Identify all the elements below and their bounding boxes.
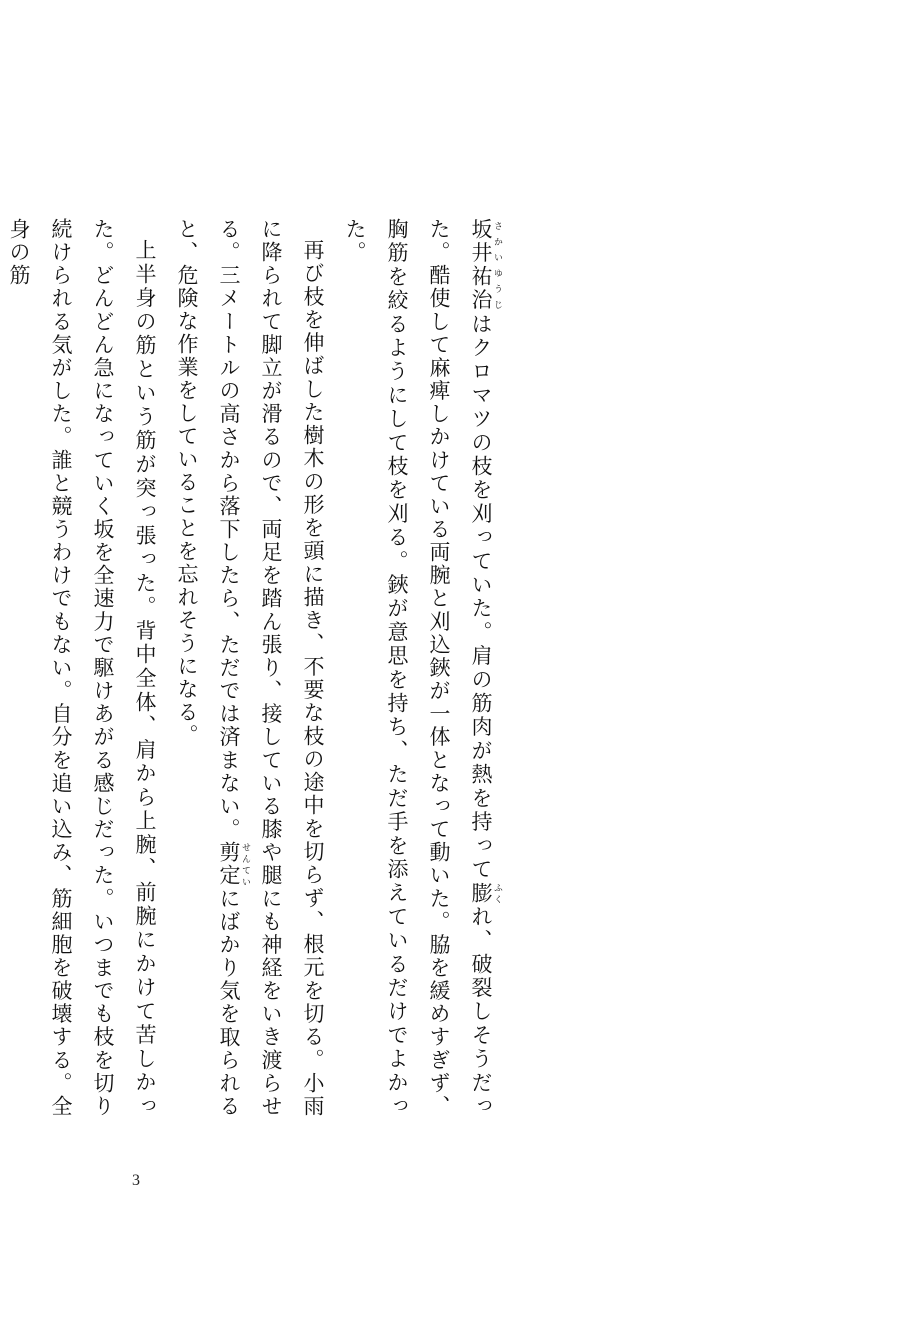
- ruby-base: 坂井: [469, 218, 493, 266]
- ruby-base: 祐治: [469, 265, 493, 313]
- text-run: れ、破裂しそうだった。酷使して麻痺しかけている両腕と刈込鋏が一体となって動いた。脇を緩めすぎず、胸筋を絞るようにして枝を刈る。鋏が意思を持ち、ただ手を添えているだけでよかった。: [343, 218, 493, 1119]
- paragraph: [0, 218, 166, 1118]
- text-run: 上半身の筋という筋が突っ張った。背中全体、肩から上腕、前腕にかけて苦しかった。どんどん急になっていく坂を全速力で駆けあがる感じだった。いつまでも枝を切り続けられる気がした。誰と競うわけでもない。自分を追い込み、筋細胞を破壊する。全身の筋: [7, 218, 157, 1118]
- ruby-reading: ふく: [492, 881, 502, 905]
- paragraph: [334, 218, 502, 1118]
- ruby-reading: せんてい: [240, 841, 250, 888]
- ruby-annotation: [469, 881, 502, 906]
- text-run: にばかり気を取られると、危険な作業をしていることを忘れそうになる。: [175, 218, 241, 1119]
- text-run: はクロマツの枝を刈っていた。肩の筋肉が熱を持って: [469, 312, 493, 882]
- ruby-reading: さかい: [492, 218, 502, 265]
- ruby-base: 剪定: [217, 841, 241, 888]
- vertical-text-body: [7, 218, 502, 1119]
- ruby-annotation: [469, 265, 502, 313]
- ruby-base: 膨: [469, 881, 493, 906]
- page-number: 3: [132, 1172, 140, 1189]
- paragraph: [166, 218, 334, 1118]
- ruby-annotation: [217, 841, 250, 888]
- ruby-reading: ゆうじ: [492, 265, 502, 313]
- ruby-annotation: [469, 218, 502, 266]
- text-run: 再び枝を伸ばした樹木の形を頭に描き、不要な枝の途中を切らず、根元を切る。小雨に降られて脚立が滑るので、両足を踏ん張り、接している膝や腿にも神経をいき渡らせる。三メートルの高さから落下したら、ただでは済まない。: [217, 218, 325, 1118]
